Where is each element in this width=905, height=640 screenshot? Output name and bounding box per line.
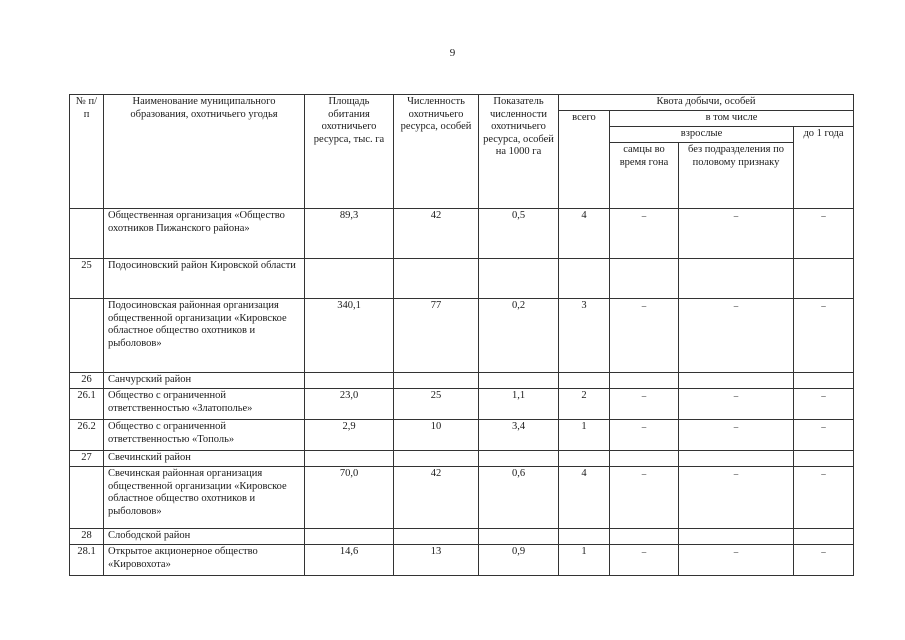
row-no-sex: – (679, 389, 794, 420)
row-area: 340,1 (305, 299, 394, 373)
table-row (70, 451, 854, 467)
row-males-rut (610, 529, 679, 545)
row-num (70, 467, 104, 529)
header-no-sex: без подразделения по половому признаку (679, 143, 794, 209)
row-no-sex (679, 373, 794, 389)
row-density (479, 373, 559, 389)
row-males-rut: – (610, 545, 679, 576)
row-area: 23,0 (305, 389, 394, 420)
row-total (559, 259, 610, 299)
row-name: Открытое акционерное общество «Кировохота» (104, 545, 305, 576)
row-no-sex (679, 451, 794, 467)
row-num: 28.1 (70, 545, 104, 576)
header-count: Численность охотничьего ресурса, особей (394, 95, 479, 209)
row-no-sex: – (679, 299, 794, 373)
row-males-rut: – (610, 389, 679, 420)
table-row (70, 299, 854, 373)
row-under-one: – (794, 467, 854, 529)
row-density: 0,2 (479, 299, 559, 373)
table-row (70, 529, 854, 545)
row-males-rut: – (610, 420, 679, 451)
row-count: 77 (394, 299, 479, 373)
row-num: 26.1 (70, 389, 104, 420)
row-area: 70,0 (305, 467, 394, 529)
table-row (70, 209, 854, 259)
table-row (70, 389, 854, 420)
row-count: 10 (394, 420, 479, 451)
row-density: 0,5 (479, 209, 559, 259)
row-no-sex (679, 529, 794, 545)
row-name: Общество с ограниченной ответственностью «Тополь» (104, 420, 305, 451)
row-area (305, 259, 394, 299)
row-no-sex: – (679, 467, 794, 529)
row-density: 3,4 (479, 420, 559, 451)
row-no-sex (679, 259, 794, 299)
header-density: Показатель численности охотничьего ресурса, особей на 1000 га (479, 95, 559, 209)
row-total: 4 (559, 467, 610, 529)
row-name: Подосиновский район Кировской области (104, 259, 305, 299)
row-area (305, 373, 394, 389)
header-quota: Квота добычи, особей (559, 95, 854, 111)
row-no-sex: – (679, 545, 794, 576)
row-num: 27 (70, 451, 104, 467)
header-including: в том числе (610, 111, 854, 127)
header-under-one: до 1 года (794, 127, 854, 209)
table-row (70, 373, 854, 389)
row-density: 0,9 (479, 545, 559, 576)
header-num: № п/п (70, 95, 104, 209)
row-name: Свечинский район (104, 451, 305, 467)
row-count (394, 451, 479, 467)
row-num: 26 (70, 373, 104, 389)
row-under-one: – (794, 299, 854, 373)
row-num (70, 299, 104, 373)
row-males-rut: – (610, 467, 679, 529)
row-males-rut (610, 451, 679, 467)
row-name: Свечинская районная организация общественной организации «Кировское областное общество охотников и рыболовов» (104, 467, 305, 529)
row-density: 0,6 (479, 467, 559, 529)
row-males-rut (610, 259, 679, 299)
quota-table (69, 94, 854, 576)
row-no-sex: – (679, 420, 794, 451)
row-num: 25 (70, 259, 104, 299)
row-total: 1 (559, 420, 610, 451)
row-total (559, 529, 610, 545)
row-under-one: – (794, 545, 854, 576)
row-under-one (794, 529, 854, 545)
row-males-rut (610, 373, 679, 389)
row-count: 13 (394, 545, 479, 576)
row-count: 42 (394, 209, 479, 259)
row-num (70, 209, 104, 259)
row-num: 26.2 (70, 420, 104, 451)
row-density (479, 259, 559, 299)
row-total: 4 (559, 209, 610, 259)
table-row (70, 259, 854, 299)
row-no-sex: – (679, 209, 794, 259)
header-total: всего (559, 111, 610, 209)
quota-table-body (70, 209, 854, 576)
row-name: Санчурский район (104, 373, 305, 389)
row-total: 2 (559, 389, 610, 420)
row-total: 1 (559, 545, 610, 576)
header-name: Наименование муниципального образования, охотничьего угодья (104, 95, 305, 209)
row-name: Подосиновская районная организация общественной организации «Кировское областное общество охотников и рыболовов» (104, 299, 305, 373)
row-males-rut: – (610, 209, 679, 259)
row-count (394, 373, 479, 389)
row-area: 89,3 (305, 209, 394, 259)
table-row (70, 420, 854, 451)
row-total (559, 451, 610, 467)
row-count: 25 (394, 389, 479, 420)
row-area (305, 451, 394, 467)
row-count: 42 (394, 467, 479, 529)
row-area (305, 529, 394, 545)
row-num: 28 (70, 529, 104, 545)
header-males-rut: самцы во время гона (610, 143, 679, 209)
row-under-one (794, 259, 854, 299)
row-under-one: – (794, 420, 854, 451)
row-total: 3 (559, 299, 610, 373)
row-count (394, 259, 479, 299)
row-under-one (794, 373, 854, 389)
row-total (559, 373, 610, 389)
row-name: Общественная организация «Общество охотников Пижанского района» (104, 209, 305, 259)
row-under-one: – (794, 389, 854, 420)
page-number: 9 (449, 47, 456, 59)
row-area: 14,6 (305, 545, 394, 576)
row-under-one: – (794, 209, 854, 259)
row-name: Общество с ограниченной ответственностью «Златополье» (104, 389, 305, 420)
table-row (70, 545, 854, 576)
header-area: Площадь обитания охотничьего ресурса, тыс. га (305, 95, 394, 209)
row-males-rut: – (610, 299, 679, 373)
table-row (70, 467, 854, 529)
header-adults: взрослые (610, 127, 794, 143)
row-density (479, 529, 559, 545)
row-under-one (794, 451, 854, 467)
row-density (479, 451, 559, 467)
row-name: Слободской район (104, 529, 305, 545)
row-count (394, 529, 479, 545)
row-area: 2,9 (305, 420, 394, 451)
row-density: 1,1 (479, 389, 559, 420)
